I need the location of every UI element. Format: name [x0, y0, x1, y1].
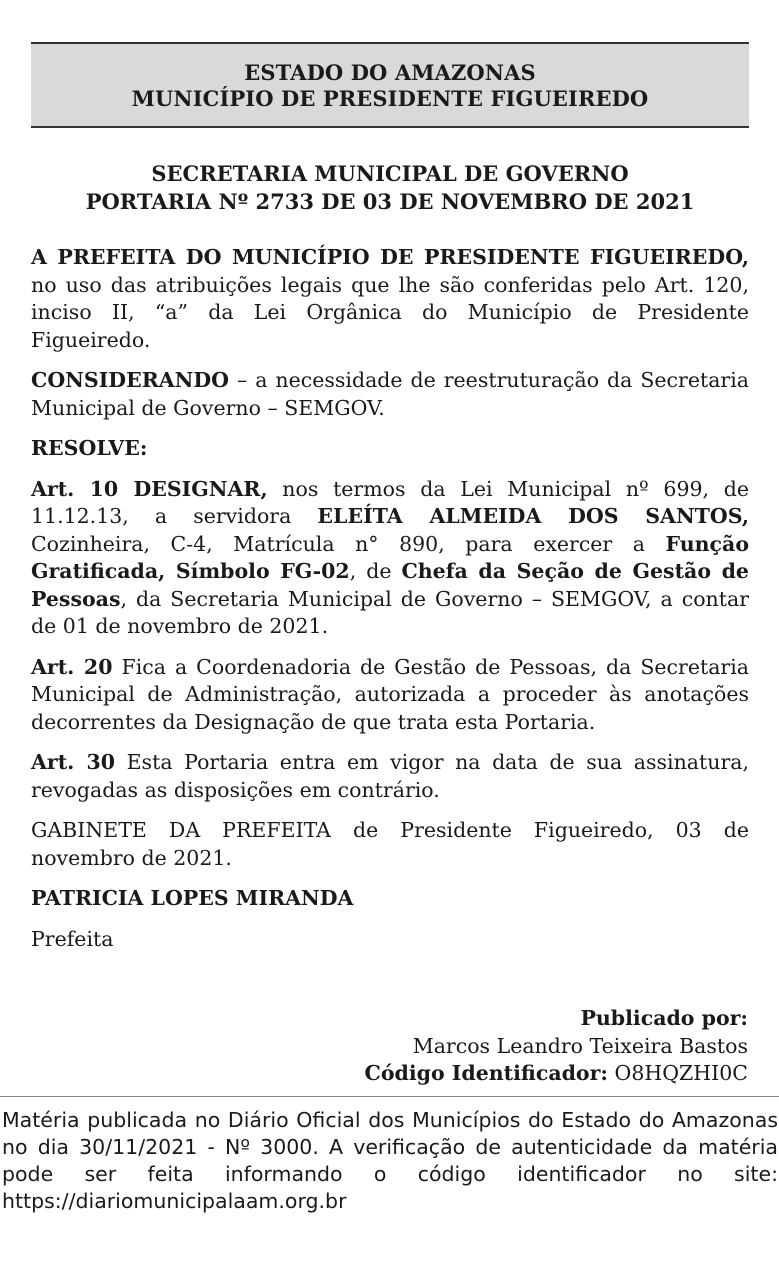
document-body [31, 244, 749, 966]
considerando-paragraph [31, 367, 749, 422]
footer-note: Matéria publicada no Diário Oficial dos Municípios do Estado do Amazonas no dia 30/11/2021 - Nº 3000. A verificação de autenticidade da matéria pode ser feita informando o código identificador no site: https://diariomunicipalaam.org.br [2, 1108, 778, 1213]
article-3 [31, 749, 749, 804]
header-banner [31, 42, 749, 128]
secretaria-title: SECRETARIA MUNICIPAL DE GOVERNO [151, 161, 629, 186]
footer-divider [0, 1096, 779, 1097]
considerando-text: – a necessidade de reestruturação da Secretaria Municipal de Governo – SEMGOV. [31, 368, 749, 420]
funcao-gratificada: Função Gratificada, Símbolo FG-02 [31, 531, 749, 583]
art2-text: Fica a Coordenadoria de Gestão de Pessoas, da Secretaria Municipal de Administração, autorizada a proceder às anotações decorrentes da Designação de que trata esta Portaria. [31, 654, 749, 734]
cargo-chefa: Chefa da Seção de Gestão de Pessoas [31, 559, 749, 611]
signer-name-text: PATRICIA LOPES MIRANDA [31, 886, 354, 910]
considerando-bold: CONSIDERANDO [31, 368, 230, 392]
servidora-name: ELEÍTA ALMEIDA DOS SANTOS, [317, 504, 750, 528]
resolve-label: RESOLVE: [31, 436, 148, 460]
art1-text-2: Cozinheira, C-4, Matrícula n° 890, para exercer a [31, 531, 666, 556]
art1-text-1: nos termos da Lei Municipal nº 699, de 11.12.13, a servidora [31, 476, 749, 528]
art1-text-4: , da Secretaria Municipal de Governo – SEMGOV, a contar de 01 de novembro de 2021. [31, 586, 749, 638]
resolve-paragraph [31, 435, 749, 463]
art1-label: Art. 10 DESIGNAR, [31, 476, 268, 501]
municipality-name: MUNICÍPIO DE PRESIDENTE FIGUEIREDO [131, 86, 649, 111]
intro-text: no uso das atribuições legais que lhe são conferidas pelo Art. 120, inciso II, “a” da Lei Orgânica do Município de Presidente Figueiredo. [31, 272, 749, 352]
portaria-title: PORTARIA Nº 2733 DE 03 DE NOVEMBRO DE 2021 [85, 189, 695, 214]
art3-text: Esta Portaria entra em vigor na data de sua assinatura, revogadas as disposições em contrário. [31, 750, 749, 802]
intro-paragraph [31, 244, 749, 354]
gabinete-paragraph: GABINETE DA PREFEITA de Presidente Figueiredo, 03 de novembro de 2021. [31, 818, 749, 870]
signer-name [31, 885, 749, 913]
identifier-line [365, 1060, 748, 1088]
identifier-label: Código Identificador: [364, 1061, 608, 1085]
identifier-code: O8HQZHI0C [614, 1061, 748, 1085]
document-title [31, 160, 749, 216]
state-name: ESTADO DO AMAZONAS [244, 60, 536, 85]
article-1 [31, 476, 749, 641]
publisher-name: Marcos Leandro Teixeira Bastos [412, 1033, 748, 1058]
article-2 [31, 654, 749, 737]
publication-block [365, 1005, 748, 1088]
art3-label: Art. 30 [31, 750, 116, 774]
intro-bold: A PREFEITA DO MUNICÍPIO DE PRESIDENTE FIGUEIREDO, [31, 245, 749, 269]
art1-text-3: , de [349, 559, 402, 583]
art2-label: Art. 20 [31, 654, 113, 679]
published-by-label: Publicado por: [580, 1006, 748, 1030]
signer-role: Prefeita [31, 926, 114, 951]
